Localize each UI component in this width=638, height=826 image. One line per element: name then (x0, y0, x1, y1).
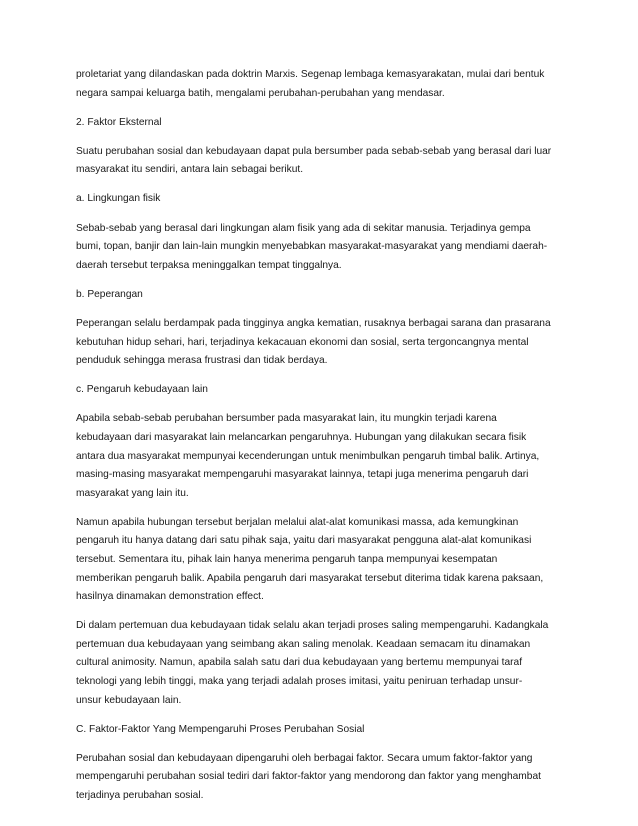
heading-lingkungan-fisik: a. Lingkungan fisik (76, 193, 161, 205)
heading-pengaruh-kebudayaan: c. Pengaruh kebudayaan lain (76, 384, 208, 396)
paragraph-pengaruh-kebudayaan-1: Apabila sebab-sebab perubahan bersumber pada masyarakat lain, itu mungkin terjadi karena kebudayaan dari masyarakat lain melancarkan pengaruhnya. Hubungan yang dilakukan secara fisik antara dua masyarakat mempunyai kecenderungan untuk menimbulkan pengaruh timbal balik. Artinya, masing-masing masyarakat mempengaruhi masyarakat lainnya, tetapi juga menerima pengaruh dari masyarakat yang lain itu. (76, 413, 540, 499)
paragraph-peperangan: Peperangan selalu berdampak pada tingginya angka kematian, rusaknya berbagai sarana dan prasarana kebutuhan hidup sehari, hari, terjadinya kekacauan ekonomi dan sosial, serta tergoncangnya mental penduduk sehingga merasa frustrasi dan tidak berdaya. (76, 317, 551, 367)
paragraph-pengaruh-kebudayaan-2: Namun apabila hubungan tersebut berjalan melalui alat-alat komunikasi massa, ada kemungkinan pengaruh itu hanya datang dari satu pihak saja, yaitu dari masyarakat pengguna alat-alat komunikasi tersebut. Sementara itu, pihak lain hanya menerima pengaruh tanpa mempunyai kesempatan memberikan pengaruh balik. Apabila pengaruh dari masyarakat tersebut diterima tidak karena paksaan, hasilnya dinamakan demonstration effect. (76, 516, 544, 603)
document-page (76, 66, 566, 816)
heading-faktor-perubahan-sosial: C. Faktor-Faktor Yang Mempengaruhi Proses Perubahan Sosial (76, 723, 365, 735)
paragraph-faktor-eksternal: Suatu perubahan sosial dan kebudayaan dapat pula bersumber pada sebab-sebab yang berasal dari luar masyarakat itu sendiri, antara lain sebagai berikut. (76, 145, 552, 176)
paragraph-intro: proletariat yang dilandaskan pada doktrin Marxis. Segenap lembaga kemasyarakatan, mulai dari bentuk negara sampai keluarga batih, mengalami perubahan-perubahan yang mendasar. (76, 69, 545, 99)
heading-faktor-eksternal: 2. Faktor Eksternal (76, 116, 162, 128)
paragraph-faktor-perubahan-sosial: Perubahan sosial dan kebudayaan dipengaruhi oleh berbagai faktor. Secara umum faktor-faktor yang mempengaruhi perubahan sosial tediri dari faktor-faktor yang mendorong dan faktor yang menghambat terjadinya perubahan sosial. (76, 752, 541, 801)
paragraph-lingkungan-fisik: Sebab-sebab yang berasal dari lingkungan alam fisik yang ada di sekitar manusia. Terjadinya gempa bumi, topan, banjir dan lain-lain mungkin menyebabkan masyarakat-masyarakat yang mendiami daerah- daerah tersebut terpaksa meninggalkan tempat tinggalnya. (76, 222, 548, 271)
paragraph-pengaruh-kebudayaan-3: Di dalam pertemuan dua kebudayaan tidak selalu akan terjadi proses saling mempengaruhi. Kadangkala pertemuan dua kebudayaan yang seimbang akan saling menolak. Keadaan semacam itu dinamakan cultural animosity. Namun, apabila salah satu dari dua kebudayaan yang bertemu mempunyai taraf teknologi yang lebih tinggi, maka yang terjadi adalah proses imitasi, yaitu peniruan terhadap unsur- unsur kebudayaan lain. (76, 620, 549, 706)
heading-peperangan: b. Peperangan (76, 288, 143, 300)
